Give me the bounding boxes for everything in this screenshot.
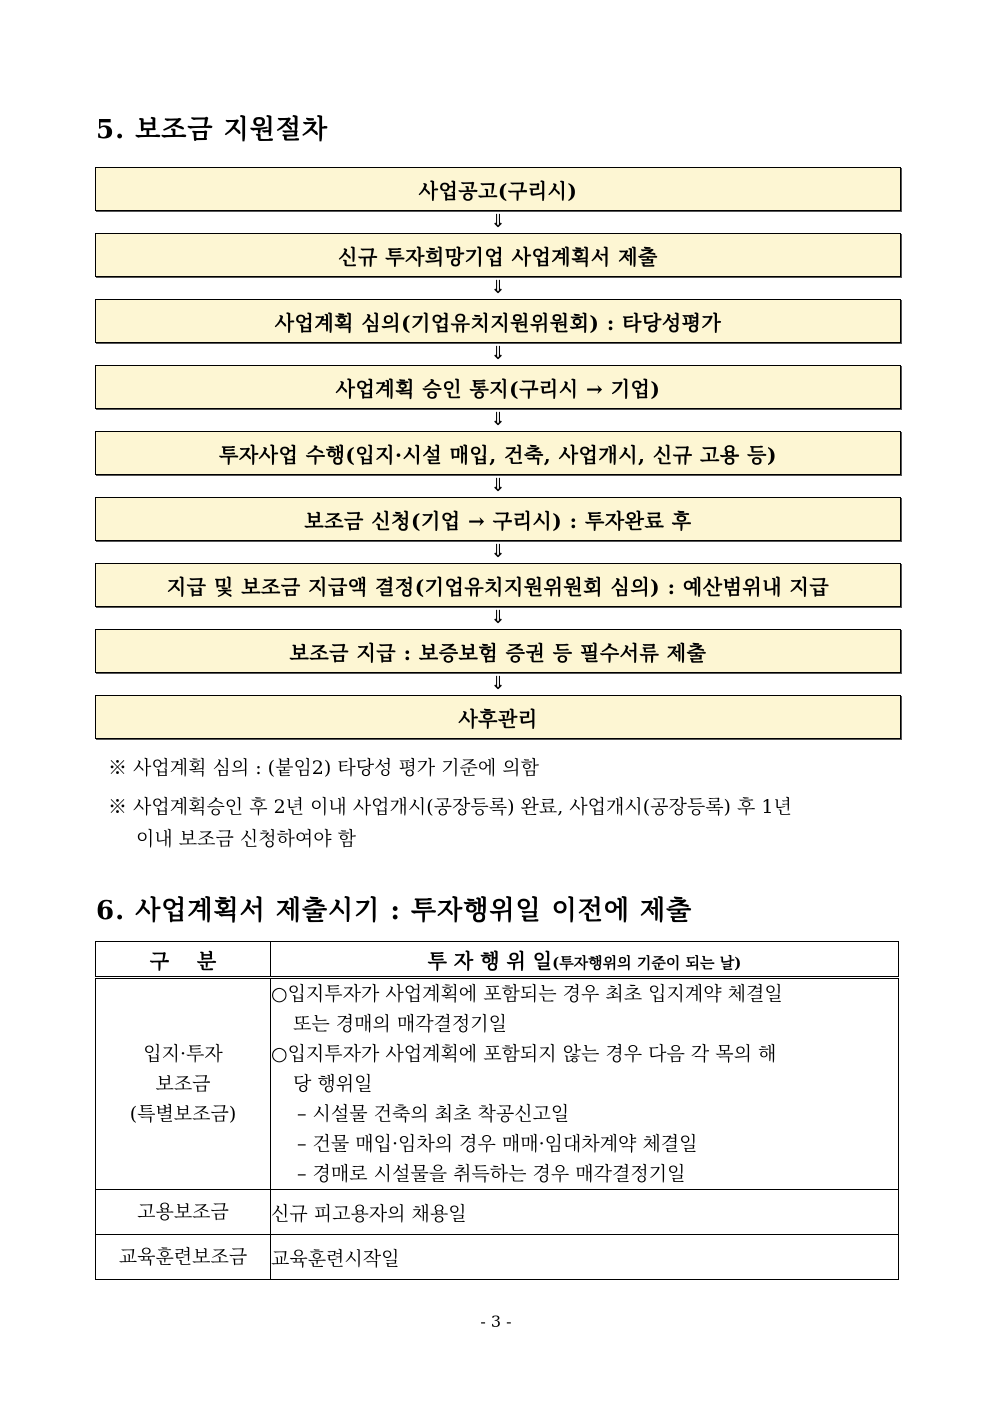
flow-step-3: 사업계획 심의(기업유치지원위원회) : 타당성평가 (95, 299, 901, 343)
detail-line: ○입지투자가 사업계획에 포함되는 경우 최초 입지계약 체결일 (271, 983, 783, 1005)
flow-step-4: 사업계획 승인 통지(구리시 → 기업) (95, 365, 901, 409)
header-category: 구 분 (96, 942, 271, 978)
row-detail-location-subsidy (271, 978, 899, 1190)
header-investment-date (271, 942, 899, 978)
row-label-employment-subsidy: 고용보조금 (96, 1190, 271, 1235)
note-deadline: ※ 사업계획승인 후 2년 이내 사업개시(공장등록) 완료, 사업개시(공장등록) 후 1년 (108, 796, 792, 818)
table-row (96, 978, 899, 1190)
row-label-training-subsidy: 교육훈련보조금 (96, 1235, 271, 1280)
row-label-location-subsidy (96, 978, 271, 1190)
flow-step-8: 보조금 지급 : 보증보험 증권 등 필수서류 제출 (95, 629, 901, 673)
flow-step-2: 신규 투자희망기업 사업계획서 제출 (95, 233, 901, 277)
note-review: ※ 사업계획 심의 : (붙임2) 타당성 평가 기준에 의함 (108, 757, 540, 779)
flow-step-6: 보조금 신청(기업 → 구리시) : 투자완료 후 (95, 497, 901, 541)
down-arrow-icon: ⇓ (490, 541, 506, 562)
down-arrow-icon: ⇓ (490, 409, 506, 430)
down-arrow-icon: ⇓ (490, 475, 506, 496)
detail-line: – 경매로 시설물을 취득하는 경우 매각결정기일 (297, 1163, 686, 1185)
down-arrow-icon: ⇓ (490, 607, 506, 628)
procedure-flowchart (95, 167, 901, 739)
table-row (96, 1190, 899, 1235)
down-arrow-icon: ⇓ (490, 673, 506, 694)
section6-title: 6. 사업계획서 제출시기 : 투자행위일 이전에 제출 (96, 896, 693, 926)
header-sub: (투자행위의 기준이 되는 날) (552, 953, 742, 972)
label-line: 입지·투자 (143, 1043, 223, 1065)
header-main: 투 자 행 위 일 (427, 948, 553, 973)
flow-step-5: 투자사업 수행(입지·시설 매입, 건축, 사업개시, 신규 고용 등) (95, 431, 901, 475)
down-arrow-icon: ⇓ (490, 211, 506, 232)
label-line: 보조금 (155, 1073, 211, 1095)
down-arrow-icon: ⇓ (490, 277, 506, 298)
note-deadline-cont: 이내 보조금 신청하여야 함 (136, 828, 357, 850)
page-number: - 3 - (480, 1312, 512, 1331)
row-detail-employment-subsidy: 신규 피고용자의 채용일 (271, 1190, 899, 1235)
detail-line: 당 행위일 (293, 1073, 373, 1095)
detail-line: – 시설물 건축의 최초 착공신고일 (297, 1103, 570, 1125)
down-arrow-icon: ⇓ (490, 343, 506, 364)
table-row (96, 1235, 899, 1280)
detail-line: – 건물 매입·임차의 경우 매매·임대차계약 체결일 (297, 1133, 698, 1155)
flow-step-1: 사업공고(구리시) (95, 167, 901, 211)
investment-date-table (95, 941, 899, 1280)
detail-line: 또는 경매의 매각결정기일 (293, 1013, 507, 1035)
section5-title: 5. 보조금 지원절차 (96, 115, 329, 145)
row-detail-training-subsidy: 교육훈련시작일 (271, 1235, 899, 1280)
label-line: (특별보조금) (129, 1103, 237, 1125)
flow-step-7: 지급 및 보조금 지급액 결정(기업유치지원위원회 심의) : 예산범위내 지급 (95, 563, 901, 607)
flow-step-9: 사후관리 (95, 695, 901, 739)
detail-line: ○입지투자가 사업계획에 포함되지 않는 경우 다음 각 목의 해 (271, 1043, 777, 1065)
